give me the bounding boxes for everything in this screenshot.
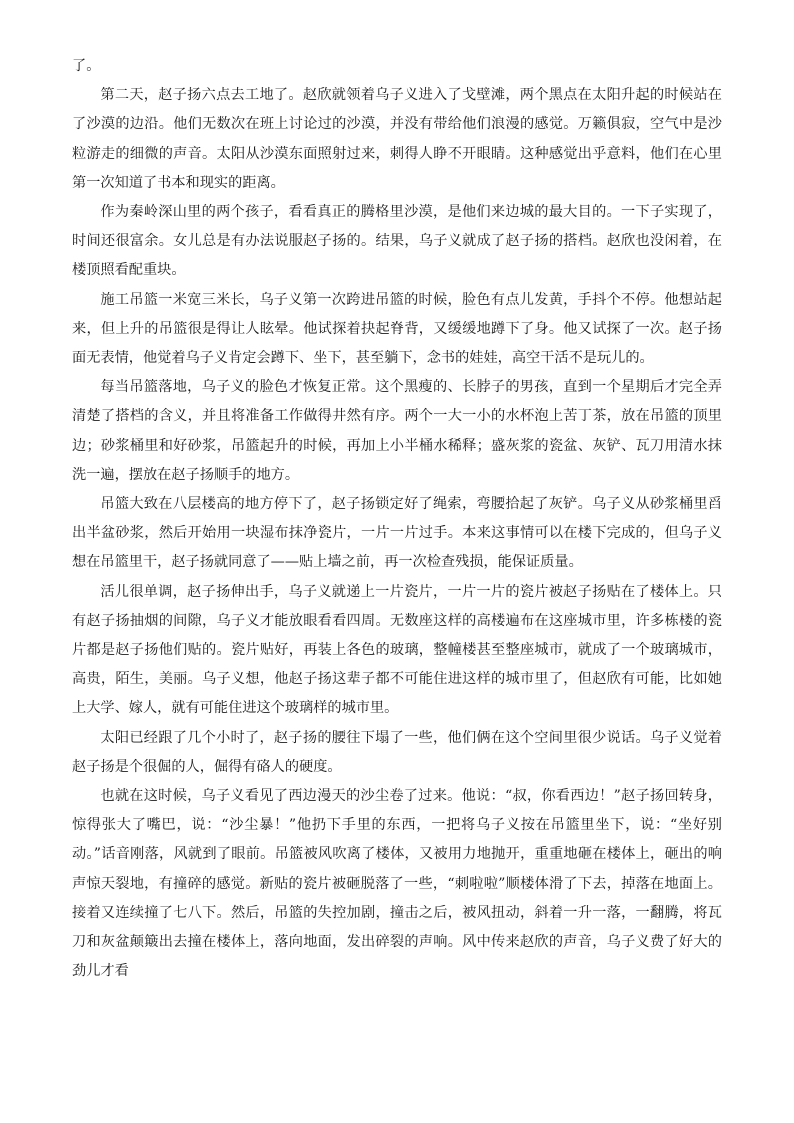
paragraph: 每当吊篮落地，乌子义的脸色才恢复正常。这个黑瘦的、长脖子的男孩，直到一个星期后才完全弄清楚了搭档的含义，并且将准备工作做得井然有序。两个一大一小的水杯泡上苦丁茶，放在吊篮的顶里边；砂浆桶里和好砂浆，吊篮起升的时候，再加上小半桶水稀释；盛灰浆的瓷盆、灰铲、瓦刀用清水抹洗一遍，摆放在赵子扬顺手的地方。 xyxy=(72,379,722,483)
document-body xyxy=(72,52,722,987)
paragraph-continuation: 了。 xyxy=(72,58,101,74)
paragraph: 施工吊篮一米宽三米长，乌子义第一次跨进吊篮的时候，脸色有点儿发黄，手抖个不停。他想站起来，但上升的吊篮很是得让人眩晕。他试探着抉起脊背，又缓缓地蹲下了身。他又试探了一次。赵子扬面无表情，他觉着乌子义肯定会蹲下、坐下，甚至躺下，念书的娃娃，高空干活不是玩儿的。 xyxy=(72,291,722,367)
paragraph: 吊篮大致在八层楼高的地方停下了，赵子扬锁定好了绳索，弯腰拾起了灰铲。乌子义从砂浆桶里舀出半盆砂浆，然后开始用一块湿布抹净瓷片，一片一片过手。本来这事情可以在楼下完成的，但乌子义想在吊篮里干，赵子扬就同意了——贴上墙之前，再一次检查残损，能保证质量。 xyxy=(72,496,722,571)
paragraph: 第二天，赵子扬六点去工地了。赵欣就领着乌子义进入了戈壁滩，两个黑点在太阳升起的时候站在了沙漠的边沿。他们无数次在班上讨论过的沙漠，并没有带给他们浪漫的感觉。万籁俱寂，空气中是沙粒游走的细微的声音。太阳从沙漠东面照射过来，刺得人睁不开眼睛。这种感觉出乎意料，他们在心里第一次知道了书本和现实的距离。 xyxy=(72,87,722,191)
paragraph: 活儿很单调，赵子扬伸出手，乌子义就递上一片瓷片，一片一片的瓷片被赵子扬贴在了楼体上。只有赵子扬抽烟的间隙，乌子义才能放眼看看四周。无数座这样的高楼遍布在这座城市里，许多栋楼的瓷片都是赵子扬他们贴的。瓷片贴好，再装上各色的玻璃，整幢楼甚至整座城市，就成了一个玻璃城市，高贵，陌生，美丽。乌子义想，他赵子扬这辈子都不可能住进这样的城市里了，但赵欣有可能，比如她上大学、嫁人，就有可能住进这个玻璃样的城市里。 xyxy=(72,583,722,717)
paragraph: 也就在这时候，乌子义看见了西边漫天的沙尘卷了过来。他说：“叔，你看西边！”赵子扬回转身，惊得张大了嘴巴，说：“沙尘暴！”他扔下手里的东西，一把将乌子义按在吊篮里坐下，说：“坐好别动。”话音刚落，风就到了眼前。吊篮被风吹离了楼体，又被用力地抛开，重重地砸在楼体上，砸出的响声惊天裂地，有撞碎的感觉。新贴的瓷片被砸脱落了一些，“刺啦啦”顺楼体滑了下去，掉落在地面上。接着又连续撞了七八下。然后，吊篮的失控加剧，撞击之后，被风扭动，斜着一升一落，一翻腾，将瓦刀和灰盆颠簸出去撞在楼体上，落向地面，发出碎裂的声响。风中传来赵欣的声音，乌子义费了好大的劲儿才看 xyxy=(72,788,722,980)
paragraph: 太阳已经跟了几个小时了，赵子扬的腰往下塌了一些，他们俩在这个空间里很少说话。乌子义觉着赵子扬是个很倔的人，倔得有硌人的硬度。 xyxy=(72,729,722,775)
paragraph: 作为秦岭深山里的两个孩子，看看真正的腾格里沙漠，是他们来边城的最大目的。一下子实现了，时间还很富余。女儿总是有办法说服赵子扬的。结果，乌子义就成了赵子扬的搭档。赵欣也没闲着，在楼顶照看配重块。 xyxy=(72,204,722,279)
